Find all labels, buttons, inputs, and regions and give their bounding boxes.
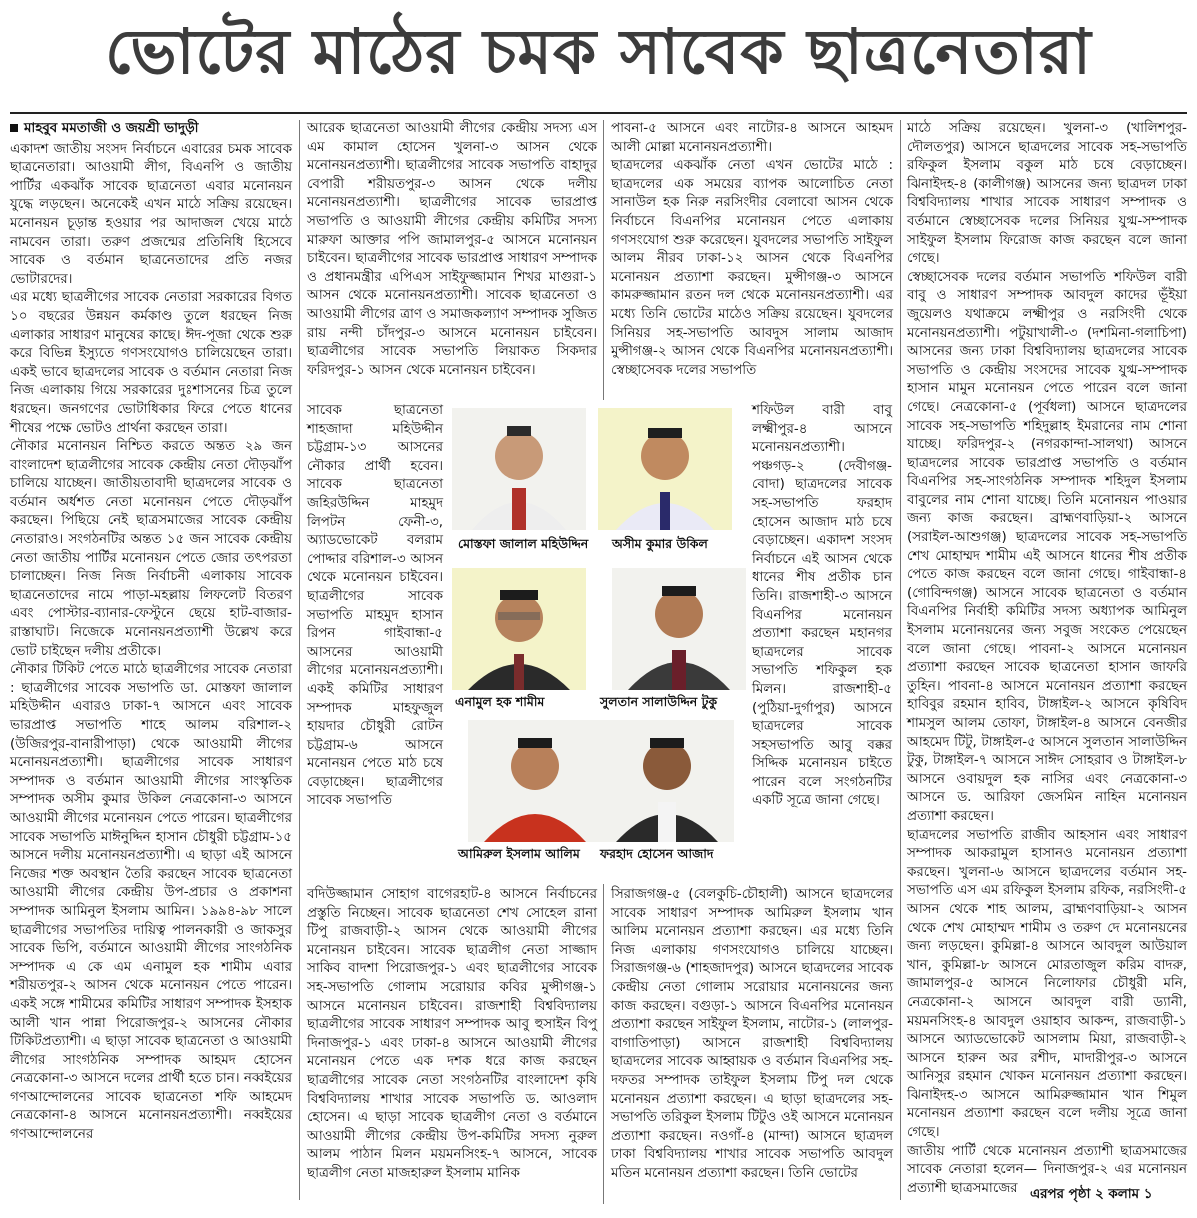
photo-caption-3: এনামুল হক শামীম — [455, 694, 545, 709]
page-headline: ভোটের মাঠের চমক সাবেক ছাত্রনেতারা — [105, 14, 1092, 88]
column-3-bottom — [611, 886, 893, 1208]
byline-text: মাহবুব মমতাজী ও জয়শ্রী ভাদুড়ী — [24, 121, 199, 136]
paragraph: স্বেচ্ছাসেবক দলের বর্তমান সভাপতি শফিউল বারী বাবু ও সাধারণ সম্পাদক আবদুল কাদের ভূঁইয়া জুয়েলও যথাক্রমে লক্ষ্মীপুর ও নরসিংদী থেকে মনোনয়নপ্রত্যাশী। পটুয়াখালী-৩ (দশমিনা-গলাচিপা) আসনের জন্য ঢাকা বিশ্ববিদ্যালয় ছাত্রদলের সাবেক সভাপতি ও কেন্দ্রীয় সংসদের সাবেক যুগ্ম-সম্পাদক হাসান মামুন মনোনয়ন পেতে পারেন বলে জানা গেছে। নেত্রকোনা-৫ (পূর্বধলা) আসনে ছাত্রদলের সাবেক সহ-সভাপতি শহিদুল্লাহ ইমরানের নাম শোনা যাচ্ছে। ফরিদপুর-২ (নগরকান্দা-সালথা) আসনে ছাত্রদলের সাবেক ভারপ্রাপ্ত সভাপতি ও বর্তমান বিএনপির সহ-সাংগঠনিক সম্পাদক শহিদুল ইসলাম বাবুলের নাম শোনা যাচ্ছে। তিনি মনোনয়ন পাওয়ার জন্য কাজ করছেন। ব্রাহ্মণবাড়িয়া-২ আসনে (সরাইল-আশুগঞ্জ) ছাত্রদলের সাবেক সহ-সভাপতি শেখ মোহাম্মদ শামীম এই আসনে ধানের শীষ প্রতীক পেতে কাজ করছেন বলে জানা গেছে। গাইবান্ধা-৪ (গোবিন্দগঞ্জ) আসনে সাবেক ছাত্রনেতা ও বর্তমান বিএনপির নির্বাহী কমিটির সদস্য অধ্যাপক আমিনুল ইসলাম মনোনয়নের জন্য সবুজ সংকেত পেয়েছেন বলে জানা গেছে। পাবনা-২ আসনে মনোনয়ন প্রত্যাশা করছেন সাবেক ছাত্রনেতা হাসান জাফরি তুহিন। পাবনা-৪ আসনে মনোনয়ন প্রত্যাশা করছেন হাবিবুর রহমান হাবিব, টাঙ্গাইল-২ আসনে কৃষিবিদ শামসুল আলম তোফা, টাঙ্গাইল-৪ আসনে বেনজীর আহমেদ টিটু, টাঙ্গাইল-৫ আসনে সুলতান সালাউদ্দিন টুকু, টাঙ্গাইল-৭ আসনে সাঈদ সোহরাব ও টাঙ্গাইল-৮ আসনে ওবায়দুল হক নাসির এবং নেত্রকোনা-৩ আসনে ড. আরিফা জেসমিন নাহিন মনোনয়ন প্রত্যাশা করছেন। — [907, 269, 1187, 824]
column-3-narrow — [752, 402, 892, 884]
column-divider — [900, 120, 901, 1200]
paragraph: মাঠে সক্রিয় রয়েছেন। খুলনা-৩ (খালিশপুর-দৌলতপুর) আসনে ছাত্রদলের সাবেক সহ-সভাপতি রফিকুল ইসলাম বকুল মাঠ চষে বেড়াচ্ছেন। ঝিনাইদহ-৪ (কালীগঞ্জ) আসনের জন্য ছাত্রদল ঢাকা বিশ্ববিদ্যালয় শাখার সাবেক সাধারণ সম্পাদক ও বর্তমানে স্বেচ্ছাসেবক দলের সিনিয়র যুগ্ম-সম্পাদক সাইফুল ইসলাম ফিরোজ কাজ করছেন বলে জানা গেছে। — [907, 121, 1187, 267]
portrait-photo-5 — [468, 720, 602, 842]
paragraph: জাতীয় পার্টি থেকে মনোনয়ন প্রত্যাশী ছাত্রসমাজের সাবেক নেতারা হলেন— দিনাজপুর-২ এর মনোনয়ন প্রত্যাশী ছাত্রসমাজের — [907, 1143, 1187, 1196]
paragraph: সিরাজগঞ্জ-৫ (বেলকুচি-চৌহালী) আসনে ছাত্রদলের সাবেক সাধারণ সম্পাদক আমিরুল ইসলাম খান আলিম মনোনয়ন প্রত্যাশা করছেন। এর মধ্যে তিনি নিজ এলাকায় গণসংযোগও চালিয়ে যাচ্ছেন। সিরাজগঞ্জ-৬ (শাহজাদপুর) আসনে ছাত্রদলের সাবেক কেন্দ্রীয় নেতা গোলাম সরোয়ার মনোনয়নের জন্য কাজ করছেন। বগুড়া-১ আসনে বিএনপির মনোনয়ন প্রত্যাশা করছেন সাইফুল ইসলাম, নাটোর-১ (লালপুর-বাগাতিপাড়া) আসনে রাজশাহী বিশ্ববিদ্যালয় ছাত্রদলের সাবেক আহ্বায়ক ও বর্তমান বিএনপির সহ-দফতর সম্পাদক তাইফুল ইসলাম টিপু দল থেকে মনোনয়ন প্রত্যাশা করছেন। এ ছাড়া ছাত্রদলের সহ-সভাপতি তরিকুল ইসলাম টিটুও ওই আসনে মনোনয়ন প্রত্যাশা করছেন। নওগাঁ-৪ (মান্দা) আসনে ছাত্রদল ঢাকা বিশ্ববিদ্যালয় শাখার সাবেক সভাপতি আবদুল মতিন মনোনয়ন প্রত্যাশা করছেন। তিনি ভোটের — [611, 887, 893, 1181]
paragraph: নৌকার মনোনয়ন নিশ্চিত করতে অন্তত ২৯ জন বাংলাদেশ ছাত্রলীগের সাবেক কেন্দ্রীয় নেতা দৌড়ঝাঁপ চালিয়ে যাচ্ছেন। জাতীয়তাবাদী ছাত্রদলের সাবেক ও বর্তমান অর্ধশত নেতা মনোনয়ন পেতে দৌড়ঝাঁপ করছেন। পিছিয়ে নেই ছাত্রসমাজের সাবেক কেন্দ্রীয় নেতারাও। সংগঠনটির অন্তত ১৫ জন সাবেক কেন্দ্রীয় নেতা জাতীয় পার্টির মনোনয়ন পেতে জোর তৎপরতা চালাচ্ছেন। নিজ নিজ নির্বাচনী এলাকায় সাবেক ছাত্রনেতাদের নামে পাড়া-মহল্লায় লিফলেট বিতরণ এবং পোস্টার-ব্যানার-ফেস্টুনে ছেয়ে হাট-বাজার-রাস্তাঘাট। নিজেকে মনোনয়নপ্রত্যাশী উল্লেখ করে ভোট চাইছেন দলীয় প্রতীকে। — [10, 439, 292, 659]
column-2-bottom — [307, 886, 597, 1208]
paragraph: সাবেক ছাত্রনেতা শাহজাদা মহিউদ্দীন চট্টগ্রাম-১৩ আসনের নৌকার প্রার্থী হবেন। সাবেক ছাত্রনেতা জহিরউদ্দিন মাহমুদ লিপটন ফেনী-৩, অ্যাডভোকেট বলরাম পোদ্দার বরিশাল-৩ আসন থেকে মনোনয়ন চাইবেন। ছাত্রলীগের সাবেক সভাপতি মাহমুদ হাসান রিপন গাইবান্ধা-৫ আসনের আওয়ামী লীগের মনোনয়নপ্রত্যাশী। একই কমিটির সাধারণ সম্পাদক মাহফুজুল হায়দার চৌধুরী রোটন চট্টগ্রাম-৬ আসনে মনোনয়ন পেতে মাঠ চষে বেড়াচ্ছেন। ছাত্রলীগের সাবেক সভাপতি — [307, 403, 443, 809]
paragraph: আরেক ছাত্রনেতা আওয়ামী লীগের কেন্দ্রীয় সদস্য এস এম কামাল হোসেন খুলনা-৩ আসন থেকে মনোনয়নপ্রত্যাশী। ছাত্রলীগের সাবেক সভাপতি বাহাদুর বেপারী শরীয়তপুর-৩ আসন থেকে দলীয় মনোনয়নপ্রত্যাশী। ছাত্রলীগের সাবেক ভারপ্রাপ্ত সভাপতি ও আওয়ামী লীগের কেন্দ্রীয় কমিটির সদস্য মারুফা আক্তার পপি জামালপুর-৫ আসনে মনোনয়ন চাইবেন। ছাত্রলীগের সাবেক ভারপ্রাপ্ত সাধারণ সম্পাদক ও প্রধানমন্ত্রীর এপিএস সাইফুজ্জামান শিখর মাগুরা-১ আসন থেকে মনোনয়নপ্রত্যাশী। সাবেক ছাত্রনেতা ও আওয়ামী লীগের ত্রাণ ও সমাজকল্যাণ সম্পাদক সুজিত রায় নন্দী চাঁদপুর-৩ আসনে মনোনয়ন চাইবেন। ছাত্রলীগের সাবেক সভাপতি লিয়াকত সিকদার ফরিদপুর-১ আসন থেকে মনোনয়ন চাইবেন। — [307, 121, 597, 378]
paragraph: ছাত্রদলের সভাপতি রাজীব আহসান এবং সাধারণ সম্পাদক আকরামুল হাসানও মনোনয়ন প্রত্যাশা করছেন। খুলনা-৬ আসনে ছাত্রদলের বর্তমান সহ-সভাপতি এস এম রফিকুল ইসলাম রফিক, নরসিংদী-৫ আসন থেকে শাহ আলম, ব্রাহ্মণবাড়িয়া-২ আসন থেকে শেখ মোহাম্মদ শামীম ও তরুণ দে মনোনয়নের জন্য লড়ছেন। কুমিল্লা-৪ আসনে আবদুল আউয়াল খান, কুমিল্লা-৮ আসনে মোরতাজুল করিম বাদরু, জামালপুর-৫ আসনে নিলোফার চৌধুরী মনি, নেত্রকোনা-২ আসনে আবদুল বারী ড্যানী, ময়মনসিংহ-৪ আবদুল ওয়াহাব আকন্দ, রাজবাড়ী-১ আসনে অ্যাডভোকেট আসলাম মিয়া, রাজবাড়ী-২ আসনে হারুন অর রশীদ, মাদারীপুর-৩ আসনে আনিসুর রহমান খোকন মনোনয়ন প্রত্যাশা করছেন। ঝিনাইদহ-৩ আসনে আমিরুজ্জামান খান শিমুল মনোনয়ন প্রত্যাশা করছেন বলে দলীয় সূত্রে জানা গেছে। — [907, 827, 1187, 1141]
paragraph: নৌকার টিকিট পেতে মাঠে ছাত্রলীগের সাবেক নেতারা : ছাত্রলীগের সাবেক সভাপতি ডা. মোস্তফা জালাল মহিউদ্দীন এবারও ঢাকা-৭ আসনে এবং সাবেক ভারপ্রাপ্ত সভাপতি শাহে আলম বরিশাল-২ (উজিরপুর-বানারীপাড়া) থেকে আওয়ামী লীগের মনোনয়নপ্রত্যাশী। ছাত্রলীগের সাবেক সাধারণ সম্পাদক ও বর্তমান আওয়ামী লীগের সাংস্কৃতিক সম্পাদক অসীম কুমার উকিল নেত্রকোনা-৩ আসনে আওয়ামী লীগের মনোনয়ন পেতে পারেন। ছাত্রলীগের সাবেক সভাপতি মাঈনুদ্দিন হাসান চৌধুরী চট্টগ্রাম-১৫ আসনে দলীয় মনোনয়নপ্রত্যাশী। এ ছাড়া এই আসনে নিজের শক্ত অবস্থান তৈরি করছেন সাবেক ছাত্রনেতা আওয়ামী লীগের কেন্দ্রীয় উপ-প্রচার ও প্রকাশনা সম্পাদক আমিনুল ইসলাম আমিন। ১৯৯৪-৯৮ সালে ছাত্রলীগের সভাপতির দায়িত্ব পালনকারী ও জাকসুর সাবেক ভিপি, বর্তমানে আওয়ামী লীগের সাংগঠনিক সম্পাদক এ কে এম এনামুল হক শামীম এবার শরীয়তপুর-২ আসন থেকে মনোনয়ন পেতে পারেন। একই সঙ্গে শামীমের কমিটির সাধারণ সম্পাদক ইসহাক আলী খান পান্না পিরোজপুর-২ আসনের নৌকার টিকিটপ্রত্যাশী। এ ছাড়া সাবেক ছাত্রনেতা ও আওয়ামী লীগের সাংগঠনিক সম্পাদক আহমদ হোসেন নেত্রকোনা-৩ আসনে দলের প্রার্থী হতে চান। নব্বইয়ের গণআন্দোলনের সাবেক ছাত্রনেতা শফি আহমেদ নেত্রকোনা-৪ আসনে মনোনয়নপ্রত্যাশী। নব্বইয়ের গণআন্দোলনের — [10, 662, 292, 1143]
portrait-photo-2 — [598, 408, 732, 530]
column-divider — [603, 884, 604, 1204]
portrait-photo-icon — [612, 568, 746, 690]
column-2-top — [307, 120, 597, 402]
portrait-photo-3 — [452, 568, 586, 690]
photo-caption-4: সুলতান সালাউদ্দিন টুকু — [600, 694, 718, 709]
column-1 — [10, 120, 292, 1208]
portrait-photo-1 — [452, 408, 586, 530]
column-2-narrow — [307, 402, 443, 884]
photo-caption-2: অসীম কুমার উকিল — [612, 536, 708, 551]
paragraph: এর মধ্যে ছাত্রলীগের সাবেক নেতারা সরকারের বিগত ১০ বছরের উন্নয়ন কর্মকাণ্ড তুলে ধরছেন নিজ এলাকার সাধারণ মানুষের কাছে। ঈদ-পূজা থেকে শুরু করে বিভিন্ন ইস্যুতে গণসংযোগও চালিয়েছেন তারা। একই ভাবে ছাত্রদলের সাবেক ও বর্তমান নেতারা নিজ নিজ এলাকায় গিয়ে সরকারের দুঃশাসনের চিত্র তুলে ধরছেন। জনগণের ভোটাধিকার ফিরে পেতে ধানের শীষের পক্ষে ভোটও প্রার্থনা করছেন তারা। — [10, 290, 292, 436]
portrait-photo-icon — [468, 720, 602, 842]
portrait-photo-icon — [452, 408, 586, 530]
headline-rule — [10, 112, 1187, 114]
continuation-note: এরপর পৃষ্ঠা ২ কলাম ১ — [1030, 1187, 1153, 1202]
paragraph: পাবনা-৫ আসনে এবং নাটোর-৪ আসনে আহমদ আলী মোল্লা মনোনয়নপ্রত্যাশী। — [611, 121, 893, 155]
portrait-photo-icon — [598, 408, 732, 530]
column-divider — [603, 120, 604, 400]
paragraph: ছাত্রদলের একঝাঁক নেতা এখন ভোটের মাঠে : ছাত্রদলের এক সময়ের ব্যাপক আলোচিত নেতা সানাউল হক নিরু নরসিংদীর বেলাবো আসন থেকে নির্বাচনে বিএনপির মনোনয়ন পেতে এলাকায় গণসংযোগ শুরু করেছেন। যুবদলের সভাপতি সাইফুল আলম নীরব ঢাকা-১২ আসন থেকে বিএনপির মনোনয়ন প্রত্যাশা করছেন। মুন্সীগঞ্জ-৩ আসনে কামরুজ্জামান রতন দল থেকে মনোনয়নপ্রত্যাশী। এর মধ্যে তিনি ভোটের মাঠেও সক্রিয় রয়েছেন। যুবদলের সিনিয়র সহ-সভাপতি আবদুস সালাম আজাদ মুন্সীগঞ্জ-২ আসন থেকে বিএনপির মনোনয়নপ্রত্যাশী। স্বেচ্ছাসেবক দলের সভাপতি — [611, 158, 893, 378]
portrait-photo-4 — [612, 568, 746, 690]
paragraph: একাদশ জাতীয় সংসদ নির্বাচনে এবারের চমক সাবেক ছাত্রনেতারা। আওয়ামী লীগ, বিএনপি ও জাতীয় পার্টির একঝাঁক সাবেক ছাত্রনেতা এবার মনোনয়ন যুদ্ধে লড়ছেন। অনেকেই এখন মাঠে সক্রিয় রয়েছেন। মনোনয়ন চূড়ান্ত হওয়ার পর আদাজল খেয়ে মাঠে নামবেন তারা। তরুণ প্রজন্মের প্রতিনিধি হিসেবে সাবেক ও বর্তমান ছাত্রনেতাদের প্রতি নজর ভোটারদের। — [10, 141, 292, 287]
photo-caption-5: আমিরুল ইসলাম আলিম — [458, 846, 580, 861]
photo-caption-6: ফরহাদ হোসেন আজাদ — [600, 846, 714, 861]
portrait-photo-6 — [600, 720, 734, 842]
byline-bullet-icon — [10, 124, 18, 132]
byline — [10, 120, 292, 139]
photo-caption-1: মোস্তফা জালাল মহিউদ্দিন — [458, 536, 589, 551]
column-divider — [299, 120, 300, 1200]
portrait-photo-icon — [452, 568, 586, 690]
portrait-photo-icon — [600, 720, 734, 842]
column-3-top — [611, 120, 893, 402]
paragraph: বদিউজ্জামান সোহাগ বাগেরহাট-৪ আসনে নির্বাচনের প্রস্তুতি নিচ্ছেন। সাবেক ছাত্রনেতা শেখ সোহেল রানা টিপু রাজবাড়ী-২ আসন থেকে আওয়ামী লীগের মনোনয়ন চাইবেন। সাবেক ছাত্রলীগ নেতা সাজ্জাদ সাকিব বাদশা পিরোজপুর-১ এবং ছাত্রলীগের সাবেক সহ-সভাপতি গোলাম সরোয়ার কবির মুন্সীগঞ্জ-১ আসনে মনোনয়ন চাইবেন। রাজশাহী বিশ্ববিদ্যালয় ছাত্রলীগের সাবেক সাধারণ সম্পাদক আবু হুসাইন বিপু দিনাজপুর-১ এবং ঢাকা-৪ আসনে আওয়ামী লীগের মনোনয়ন পেতে এক দশক ধরে কাজ করছেন ছাত্রলীগের সাবেক নেতা সংগঠনটির বাংলাদেশ কৃষি বিশ্ববিদ্যালয় শাখার সাবেক সভাপতি ড. আওলাদ হোসেন। এ ছাড়া সাবেক ছাত্রলীগ নেতা ও বর্তমানে আওয়ামী লীগের কেন্দ্রীয় উপ-কমিটির সদস্য নুরুল আলম পাঠান মিলন ময়মনসিংহ-৭ আসনে, সাবেক ছাত্রলীগ নেতা মাজহারুল ইসলাম মানিক — [307, 887, 597, 1181]
paragraph: শফিউল বারী বাবু লক্ষ্মীপুর-৪ আসনে মনোনয়নপ্রত্যাশী। পঞ্চগড়-২ (দেবীগঞ্জ-বোদা) ছাত্রদলের সাবেক সহ-সভাপতি ফরহাদ হোসেন আজাদ মাঠ চষে বেড়াচ্ছেন। একাদশ সংসদ নির্বাচনে এই আসন থেকে ধানের শীষ প্রতীক চান তিনি। রাজশাহী-৩ আসনে বিএনপির মনোনয়ন প্রত্যাশা করছেন মহানগর ছাত্রদলের সাবেক সভাপতি শফিকুল হক মিলন। রাজশাহী-৫ (পুঠিয়া-দুর্গাপুর) আসনে ছাত্রদলের সাবেক সহসভাপতি আবু বক্কর সিদ্দিক মনোনয়ন চাইতে পারেন বলে সংগঠনটির একটি সূত্রে জানা গেছে। — [752, 403, 892, 809]
